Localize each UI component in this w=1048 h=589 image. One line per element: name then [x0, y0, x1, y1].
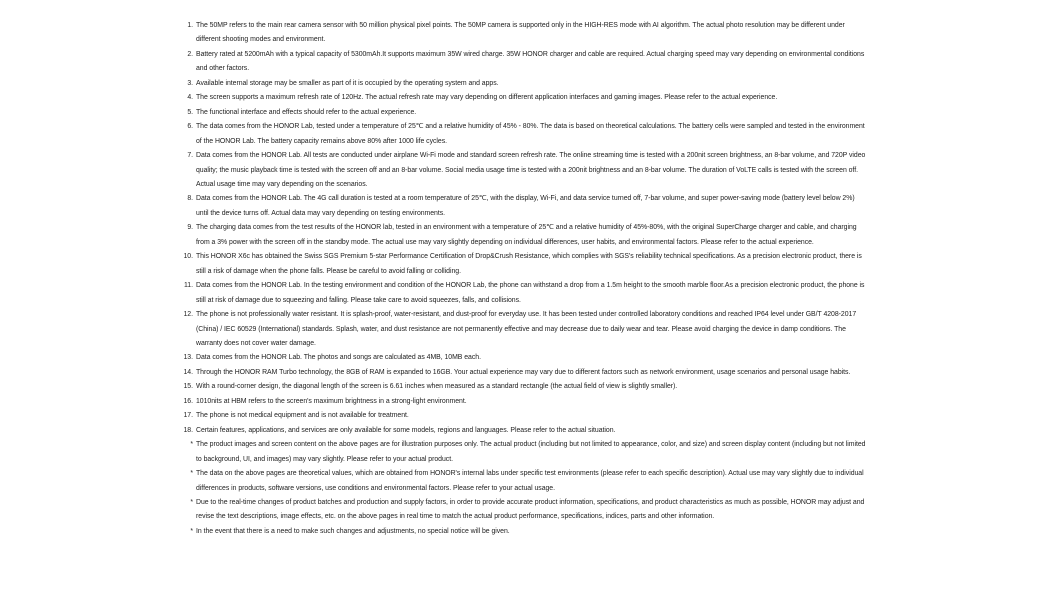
footnote-item: [187, 149, 868, 192]
footnote-text: The charging data comes from the test results of the HONOR lab, tested in an environment with a temperature of 25℃ and a relative humidity of 45%-80%, with the original SuperCharge charger and cable, and charging from a 3% power with the screen off in the standby mode. The actual use may vary slightly depending on individual differences, user habits, and environmental factors. Please refer to the actual experience.: [196, 224, 857, 246]
footnote-text: 1010nits at HBM refers to the screen's maximum brightness in a strong-light environment.: [196, 397, 467, 405]
footnote-item: [187, 19, 868, 48]
footnote-item: [183, 424, 868, 438]
footnote-text: The product images and screen content on the above pages are for illustration purposes only. The actual product (including but not limited to appearance, color, and size) and screen display content (including but not limited to background, UI, and images) may vary slightly. Please refer to your actual product.: [196, 441, 866, 463]
footnote-text: The phone is not professionally water resistant. It is splash-proof, water-resistant, and dust-proof for everyday use. It has been tested under controlled laboratory conditions and reached IP64 level under GB/T 4208-2017 (China) / IEC 60529 (International) standards. Splash, water, and dust resistance are not permanently effective and may decrease due to daily wear and tear. Please avoid charging the device in damp conditions. The warranty does not cover water damage.: [196, 311, 857, 347]
footnote-item: [183, 409, 868, 423]
footnote-text: With a round-corner design, the diagonal length of the screen is 6.61 inches when measured as a standard rectangle (the actual field of view is slightly smaller).: [196, 383, 678, 391]
disclaimer-note: [187, 525, 868, 539]
footnote-text: Through the HONOR RAM Turbo technology, the 8GB of RAM is expanded to 16GB. Your actual experience may vary due to different factors such as network environment, usage scenarios and personal usage habits.: [196, 368, 851, 376]
footnote-item: [184, 279, 868, 308]
footnote-marker: 12.: [183, 311, 193, 319]
footnote-item: [183, 395, 868, 409]
footnote-text: The functional interface and effects should refer to the actual experience.: [196, 108, 417, 116]
footnote-item: [187, 221, 868, 250]
footnote-item: [183, 351, 868, 365]
footnote-marker: 2.: [187, 50, 193, 58]
footnote-marker: 9.: [187, 224, 193, 232]
footnote-marker: 1.: [187, 22, 193, 29]
footnote-marker: 17.: [183, 412, 193, 420]
footnote-text: Available internal storage may be smaller as part of it is occupied by the operating system and apps.: [196, 79, 499, 87]
footnote-item: [183, 308, 868, 351]
footnote-text: The data on the above pages are theoretical values, which are obtained from HONOR's internal labs under specific test environments (please refer to each specific description). Actual use may vary slightly due to individual differences in products, software versions, use conditions and environmental factors. Please refer to your actual usage.: [196, 470, 864, 492]
footnote-marker: 15.: [183, 383, 193, 391]
footnote-marker: 3.: [187, 79, 193, 87]
footnote-marker: 6.: [187, 123, 193, 131]
footnote-marker: 16.: [183, 397, 193, 405]
footnote-marker: 14.: [183, 368, 193, 376]
footnote-item: [183, 250, 868, 279]
disclaimer-note: [187, 496, 868, 525]
footnote-marker: 7.: [187, 152, 193, 160]
footnote-item: [183, 366, 868, 380]
footnote-text: Due to the real-time changes of product batches and production and supply factors, in order to provide accurate product information, specifications, and product characteristics as much as possible, HONOR may adjust and revise the text descriptions, image effects, etc. on the above pages in real time to match the actual product performance, specifications, indices, parts and other information.: [196, 498, 865, 521]
footnote-text: Data comes from the HONOR Lab. In the testing environment and condition of the HONOR Lab, the phone can withstand a drop from a 1.5m height to the smooth marble floor.As a precision electronic product, the phone is still at risk of damage due to squeezing and falling. Please take care to avoid squeezes, falls, and collisions.: [196, 282, 865, 304]
footnote-marker: 5.: [187, 108, 193, 116]
footnote-item: [187, 120, 868, 149]
footnote-marker: *: [190, 470, 193, 478]
footnote-marker: 13.: [183, 354, 193, 362]
footnote-marker: *: [190, 498, 193, 506]
footnote-list: [183, 19, 868, 539]
footnote-marker: *: [190, 527, 193, 535]
footnote-text: Data comes from the HONOR Lab. The 4G call duration is tested at a room temperature of 25℃, with the display, Wi-Fi, and data service turned off, 7-bar volume, and super power-saving mode (battery level below 2%) until the device turns off. Actual data may vary depending on testing environments.: [196, 195, 855, 217]
footnote-item: [183, 380, 868, 394]
footnote-item: [187, 192, 868, 221]
footnote-item: [187, 77, 868, 91]
footnote-text: This HONOR X6c has obtained the Swiss SGS Premium 5-star Performance Certification of Drop&Crush Resistance, which complies with SGS's reliability technical specifications. As a precision electronic product, there is still a risk of damage when the phone falls. Please be careful to avoid falling or colliding.: [196, 253, 862, 275]
footnote-marker: 18.: [183, 426, 193, 434]
footnote-text: In the event that there is a need to make such changes and adjustments, no special notice will be given.: [196, 527, 510, 535]
footnote-marker: 10.: [183, 253, 193, 261]
footnote-text: Certain features, applications, and services are only available for some models, regions and languages. Please refer to the actual situation.: [196, 426, 616, 434]
footnote-marker: 11.: [184, 282, 193, 290]
disclaimer-note: [187, 438, 868, 467]
footnote-item: [187, 91, 868, 105]
footnote-marker: *: [190, 441, 193, 449]
footnote-text: Data comes from the HONOR Lab. The photos and songs are calculated as 4MB, 10MB each.: [196, 354, 481, 362]
disclaimer-note: [187, 467, 868, 496]
footnote-marker: 4.: [187, 94, 193, 102]
footnote-text: The data comes from the HONOR Lab, tested under a temperature of 25℃ and a relative humidity of 45% - 80%. The data is based on theoretical calculations. The battery cells were sampled and tested in the environment of the HONOR Lab. The battery capacity remains above 80% after 1000 life cycles.: [196, 123, 865, 145]
footnote-marker: 8.: [187, 195, 193, 203]
footnote-text: Data comes from the HONOR Lab. All tests are conducted under airplane Wi-Fi mode and standard screen refresh rate. The online streaming time is tested with a 200nit screen brightness, an 8-bar volume, and 720P video quality; the music playback time is tested with the screen off and an 8-bar volume. Social media usage time is tested with a 200nit brightness and an 8-bar volume. The duration of VoLTE calls is tested with the screen off. Actual usage time may vary depending on the scenarios.: [196, 152, 866, 188]
footnote-text: Battery rated at 5200mAh with a typical capacity of 5300mAh.It supports maximum 35W wired charge. 35W HONOR charger and cable are required. Actual charging speed may vary depending on environmental conditions and other factors.: [196, 50, 865, 73]
footnote-text: The 50MP refers to the main rear camera sensor with 50 million physical pixel points. The 50MP camera is supported only in the HIGH-RES mode with AI algorithm. The actual photo resolution may be different under different shooting modes and environment.: [196, 22, 845, 44]
footnote-text: The screen supports a maximum refresh rate of 120Hz. The actual refresh rate may vary depending on different application interfaces and gaming images. Please refer to the actual experience.: [196, 94, 778, 102]
footnote-text: The phone is not medical equipment and is not available for treatment.: [196, 412, 409, 420]
footnote-item: [187, 48, 868, 77]
footnote-item: [187, 106, 868, 120]
